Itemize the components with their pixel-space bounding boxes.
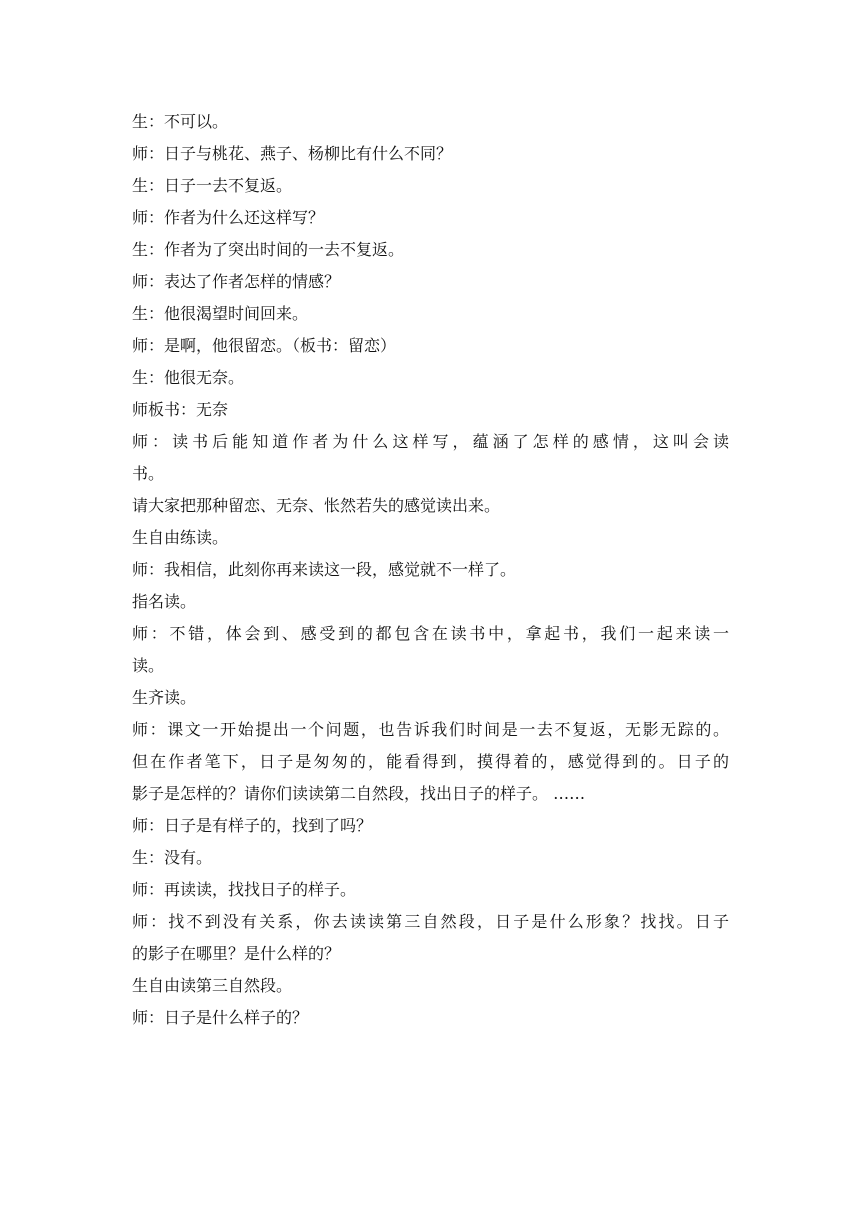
text-line: 师：再读读，找找日子的样子。 xyxy=(132,880,357,899)
text-line: 师：不错，体会到、感受到的都包含在读书中，拿起书，我们一起来读一 xyxy=(132,624,729,643)
text-line: 师：日子是什么样子的？ xyxy=(132,1008,309,1027)
text-line: 师：课文一开始提出一个问题，也告诉我们时间是一去不复返，无影无踪的。 xyxy=(132,720,729,739)
text-line: 师板书：无奈 xyxy=(132,400,229,419)
document-body xyxy=(132,106,732,1034)
text-line: 师：读书后能知道作者为什么这样写，蕴涵了怎样的感情，这叫会读 xyxy=(132,432,729,451)
text-line: 但在作者笔下，日子是匆匆的，能看得到，摸得着的，感觉得到的。日子的 xyxy=(132,752,729,771)
text-line: 师：我相信，此刻你再来读这一段，感觉就不一样了。 xyxy=(132,560,517,579)
text-line: 生：作者为了突出时间的一去不复返。 xyxy=(132,240,405,259)
text-line: 师：是啊，他很留恋。（板书：留恋） xyxy=(132,336,397,355)
text-line: 师：日子是有样子的，找到了吗？ xyxy=(132,816,373,835)
text-line: 师：作者为什么还这样写？ xyxy=(132,208,325,227)
text-line: 生：日子一去不复返。 xyxy=(132,176,293,195)
text-line: 生：他很渴望时间回来。 xyxy=(132,304,309,323)
text-line: 生：不可以。 xyxy=(132,112,229,131)
text-line: 生自由练读。 xyxy=(132,528,229,547)
text-line: 生齐读。 xyxy=(132,688,197,707)
text-line: 读。 xyxy=(132,656,165,675)
text-line: 师：找不到没有关系，你去读读第三自然段，日子是什么形象？找找。日子 xyxy=(132,912,729,931)
text-line: 的影子在哪里？是什么样的？ xyxy=(132,944,341,963)
text-line: 请大家把那种留恋、无奈、怅然若失的感觉读出来。 xyxy=(132,496,501,515)
text-line: 书。 xyxy=(132,464,165,483)
text-line: 师：表达了作者怎样的情感？ xyxy=(132,272,341,291)
text-line: 生自由读第三自然段。 xyxy=(132,976,293,995)
text-line: 影子是怎样的？请你们读读第二自然段，找出日子的样子。 …… xyxy=(132,784,586,803)
text-line: 指名读。 xyxy=(132,592,197,611)
text-line: 生：没有。 xyxy=(132,848,213,867)
text-line: 生：他很无奈。 xyxy=(132,368,245,387)
text-line: 师：日子与桃花、燕子、杨柳比有什么不同？ xyxy=(132,144,453,163)
